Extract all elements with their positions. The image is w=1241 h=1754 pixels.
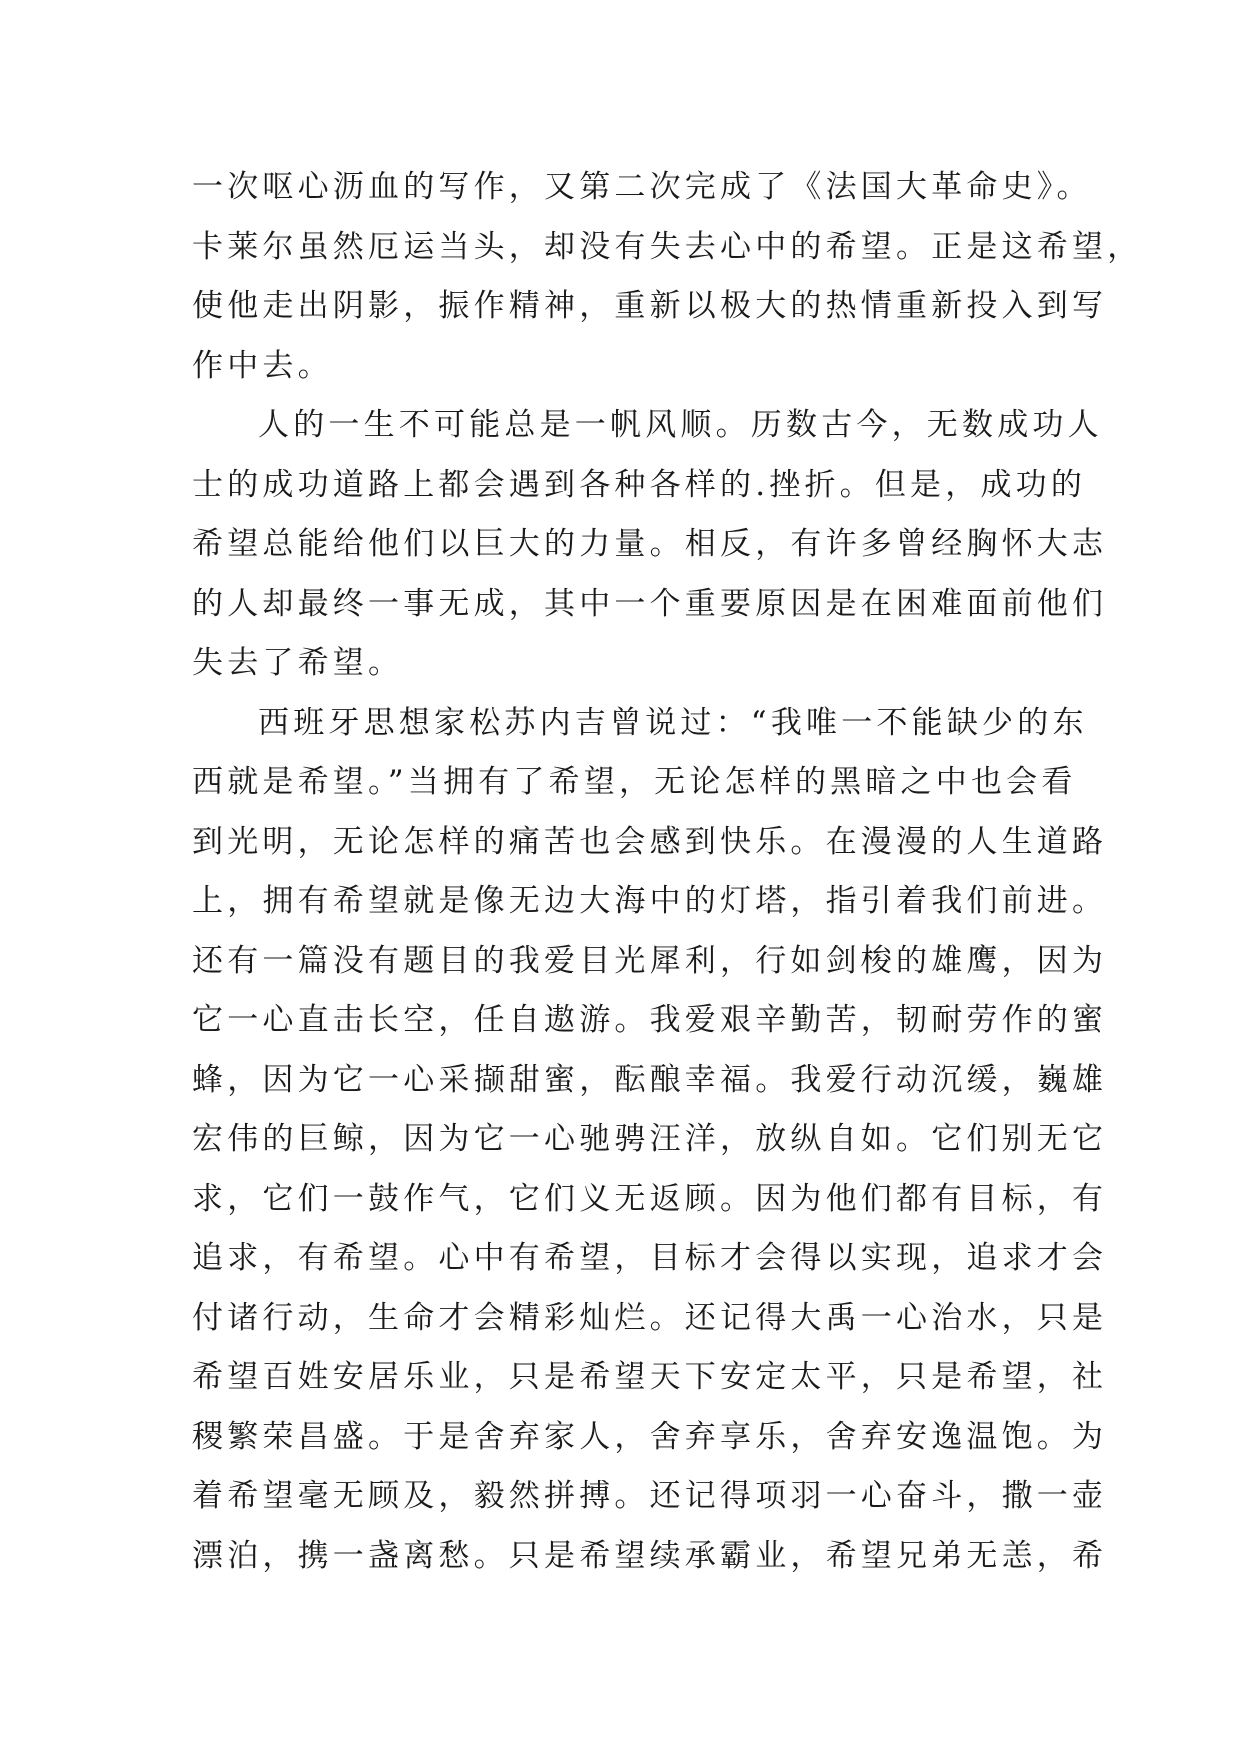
text-line: 付诸行动，生命才会精彩灿烂。还记得大禹一心治水，只是: [192, 1299, 1108, 1336]
text-line: 的人却最终一事无成，其中一个重要原因是在困难面前他们: [192, 585, 1108, 622]
text-line: 使他走出阴影，振作精神，重新以极大的热情重新投入到写: [192, 288, 1108, 324]
text-line: 希望百姓安居乐业，只是希望天下安定太平，只是希望，社: [192, 1359, 1108, 1395]
text-line: 蜂，因为它一心采撷甜蜜，酝酿幸福。我爱行动沉缓，巍雄: [192, 1061, 1108, 1098]
text-line: 西班牙思想家松苏内吉曾说过：“我唯一不能缺少的东: [258, 704, 1088, 741]
text-line: 到光明，无论怎样的痛苦也会感到快乐。在漫漫的人生道路: [192, 823, 1108, 860]
text-line: 漂泊，携一盏离愁。只是希望续承霸业，希望兄弟无恙，希: [192, 1537, 1108, 1574]
text-line: 失去了希望。: [192, 645, 404, 681]
text-line: 上，拥有希望就是像无边大海中的灯塔，指引着我们前进。: [192, 883, 1108, 919]
text-line: 人的一生不可能总是一帆风顺。历数古今，无数成功人: [258, 407, 1103, 443]
text-line: 士的成功道路上都会遇到各种各样的.挫折。但是，成功的: [192, 466, 1087, 503]
text-line: 着希望毫无顾及，毅然拼搏。还记得项羽一心奋斗，撒一壶: [192, 1478, 1108, 1514]
text-line: 追求，有希望。心中有希望，目标才会得以实现，追求才会: [192, 1240, 1108, 1276]
text-line: 一次呕心沥血的写作，又第二次完成了《法国大革命史》。: [192, 169, 1092, 205]
text-line: 它一心直击长空，任自遨游。我爱艰辛勤苦，韧耐劳作的蜜: [192, 1002, 1108, 1038]
text-line: 作中去。: [192, 347, 333, 384]
body-text: [192, 158, 1143, 1586]
text-line: 西就是希望。”当拥有了希望，无论怎样的黑暗之中也会看: [192, 764, 1077, 800]
text-line: 求，它们一鼓作气，它们义无返顾。因为他们都有目标，有: [192, 1180, 1108, 1217]
text-line: 卡莱尔虽然厄运当头，却没有失去心中的希望。正是这希望，: [192, 228, 1143, 265]
text-line: 宏伟的巨鲸，因为它一心驰骋汪洋，放纵自如。它们别无它: [192, 1121, 1108, 1157]
text-line: 希望总能给他们以巨大的力量。相反，有许多曾经胸怀大志: [192, 526, 1108, 562]
text-line: 稷繁荣昌盛。于是舍弃家人，舍弃享乐，舍弃安逸温饱。为: [192, 1418, 1108, 1455]
text-line: 还有一篇没有题目的我爱目光犀利，行如剑梭的雄鹰，因为: [192, 942, 1108, 979]
